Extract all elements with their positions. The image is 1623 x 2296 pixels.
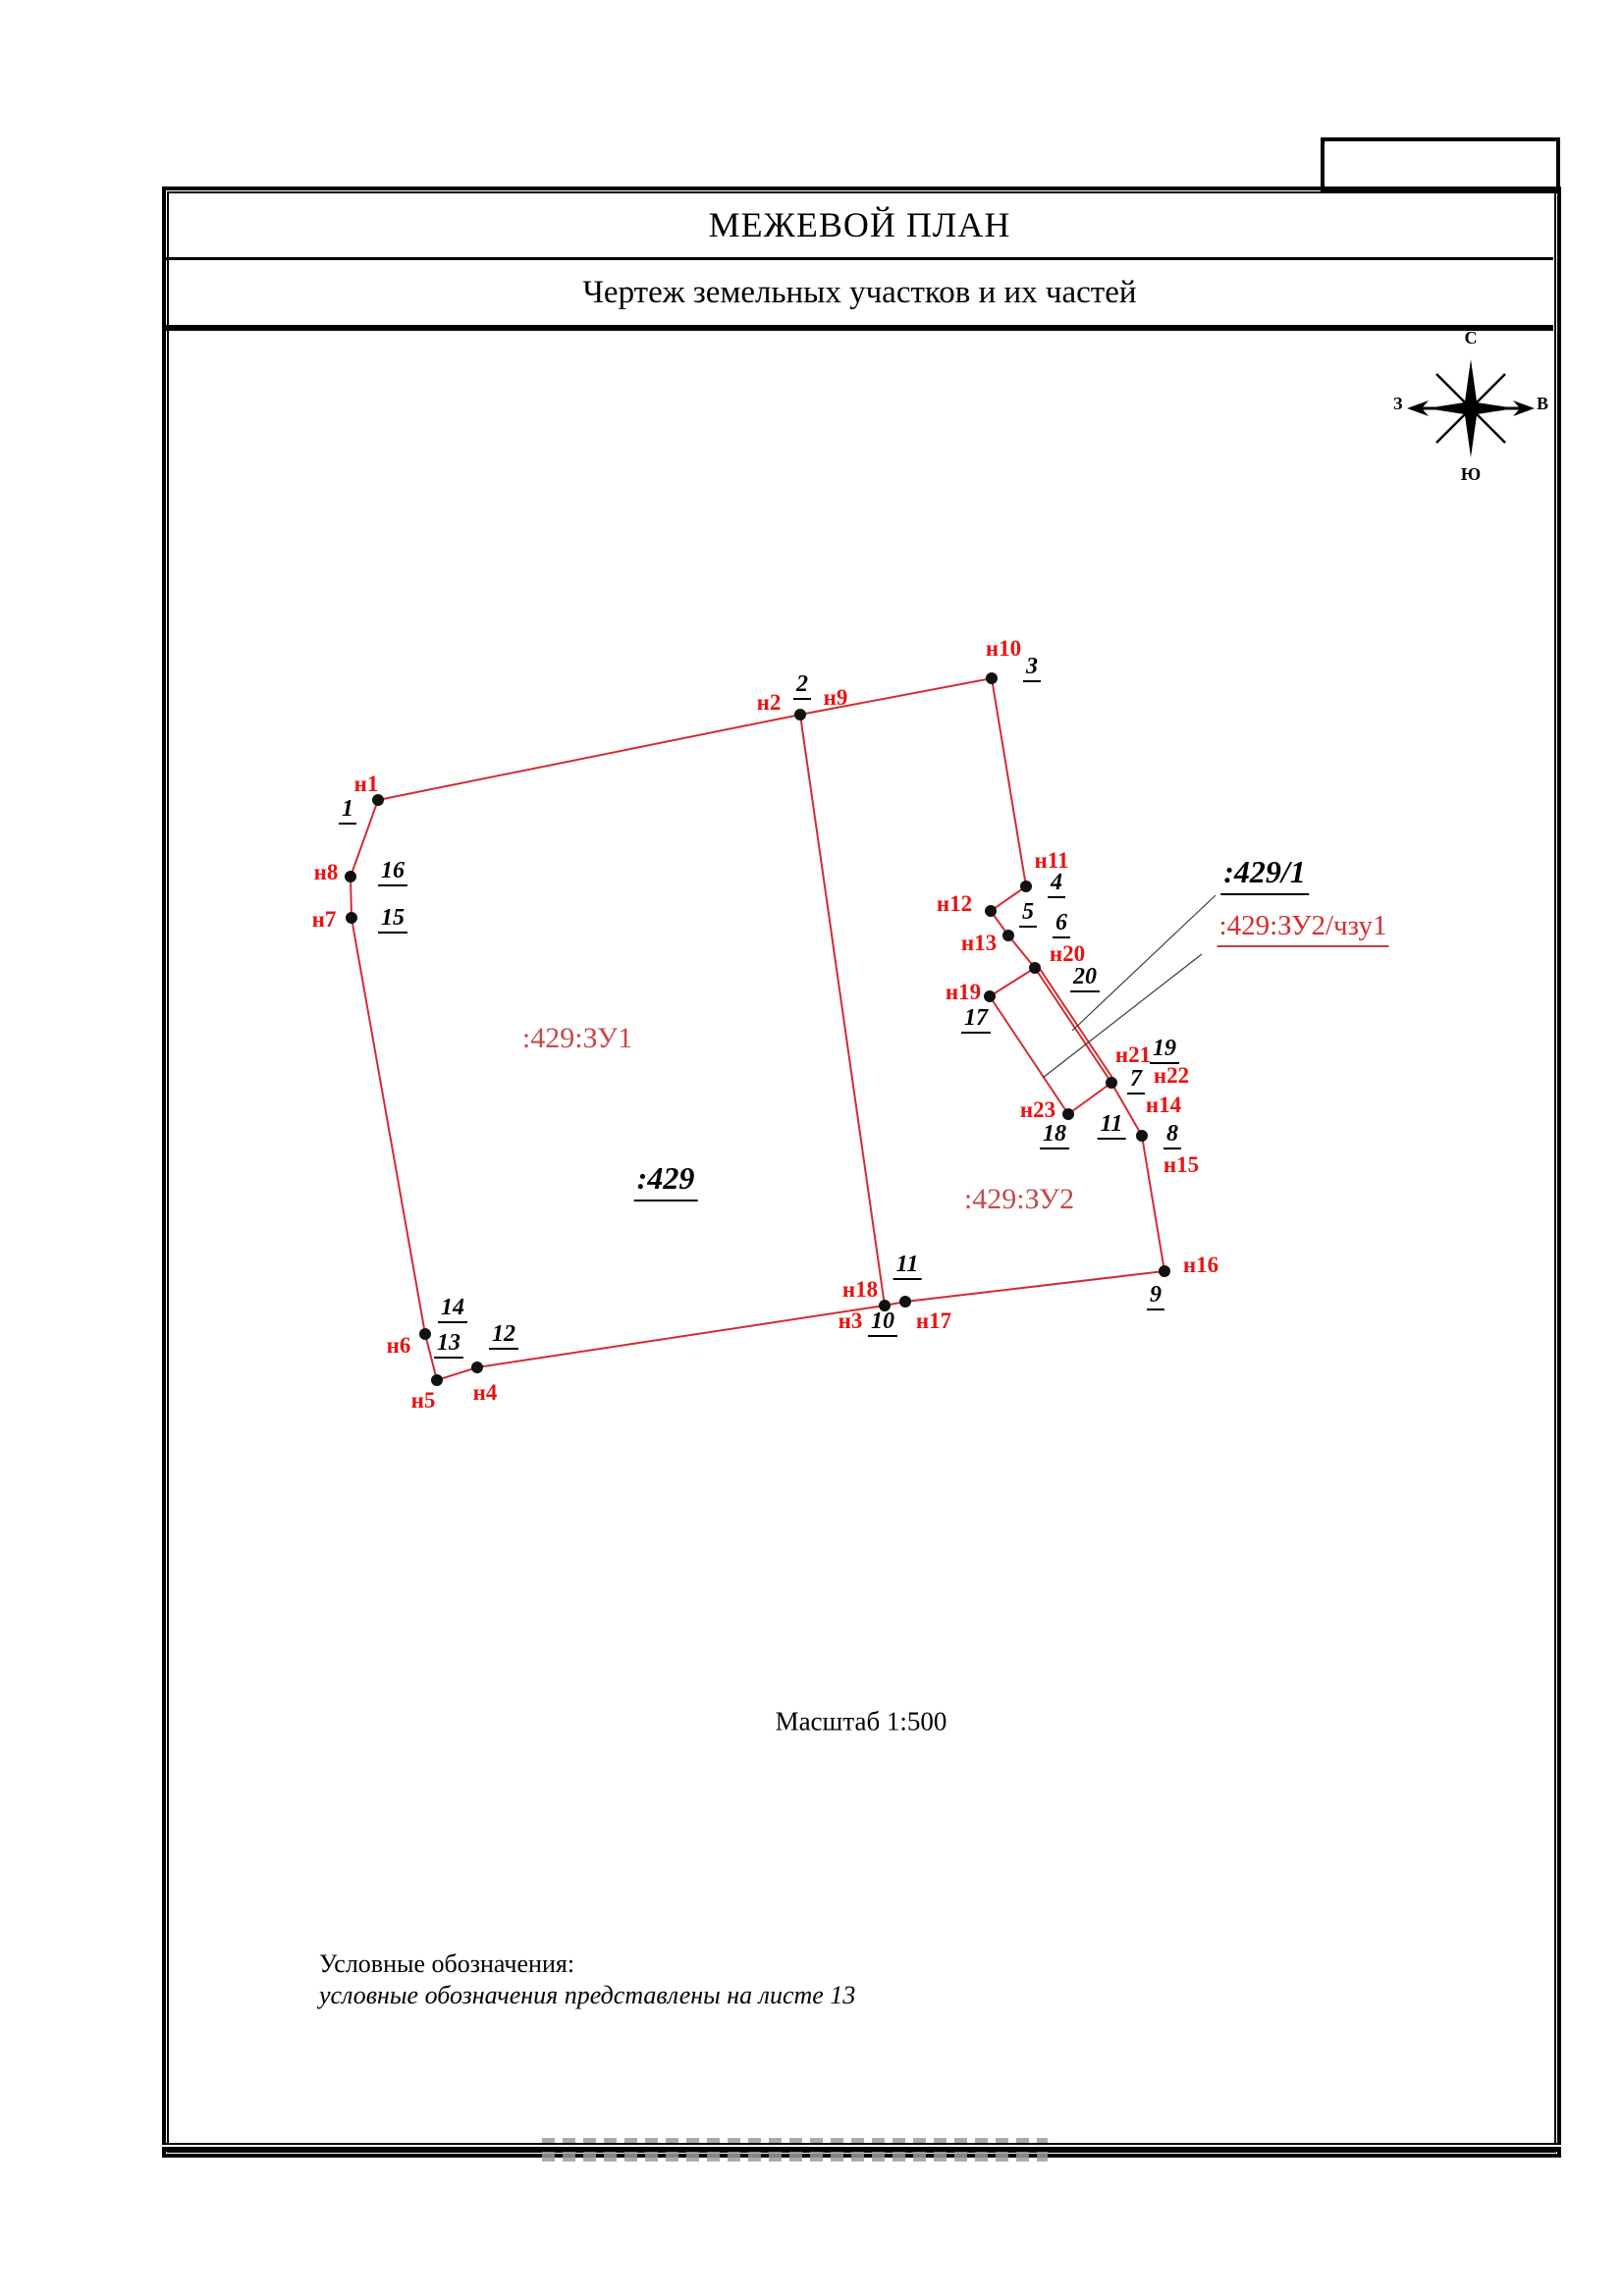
boundary-point-dot	[419, 1328, 431, 1340]
point-label-н21: н21	[1114, 1042, 1152, 1067]
point-number-label: 10	[868, 1309, 897, 1337]
boundary-point-dot	[794, 709, 806, 721]
point-label-н11: н11	[1034, 848, 1069, 873]
boundary-line	[351, 678, 1164, 1380]
point-number-label: 9	[1147, 1283, 1164, 1310]
legend-heading: Условные обозначения:	[319, 1949, 575, 1978]
point-number-label: 1	[339, 797, 356, 825]
boundary-point-dot	[984, 990, 996, 1002]
region-label: :429:ЗУ1	[521, 1022, 633, 1054]
point-number-label: 2	[793, 672, 811, 700]
compass-rose	[1393, 328, 1548, 484]
legend-note: условные обозначения представлены на листе 13	[319, 1981, 856, 2009]
point-number-label: 15	[378, 906, 407, 934]
region-label: :429/1	[1220, 854, 1309, 895]
boundary-point-dot	[345, 871, 356, 882]
region-label: :429	[634, 1160, 698, 1201]
point-number-label: 4	[1048, 871, 1065, 898]
document-title: МЕЖЕВОЙ ПЛАН	[166, 192, 1553, 260]
point-label-н4: н4	[472, 1380, 498, 1405]
boundary-point-dot	[986, 672, 998, 684]
point-label-н2: н2	[756, 690, 782, 715]
boundary-point-dot	[1020, 881, 1032, 892]
point-label-н22: н22	[1153, 1063, 1190, 1088]
point-label-н18: н18	[841, 1277, 879, 1302]
leader-line	[1072, 895, 1216, 1031]
boundary-point-dot	[899, 1296, 911, 1308]
point-label-н17: н17	[915, 1308, 952, 1333]
point-label-н8: н8	[313, 860, 339, 884]
point-label-н20: н20	[1049, 941, 1086, 966]
point-number-label: 13	[434, 1331, 463, 1359]
boundary-point-dot	[1002, 930, 1014, 941]
scale-label: Масштаб 1:500	[775, 1706, 947, 1736]
point-number-label: 17	[961, 1006, 991, 1034]
boundary-point-dot	[985, 905, 997, 917]
region-label: :429:ЗУ2/чзу1	[1217, 910, 1389, 947]
boundary-line	[800, 715, 885, 1306]
point-label-н10: н10	[985, 636, 1022, 661]
region-label: :429:ЗУ2	[963, 1183, 1075, 1215]
point-label-н7: н7	[311, 907, 337, 932]
compass-west-label: З	[1393, 393, 1403, 413]
compass-north-label: С	[1464, 328, 1478, 347]
point-number-label: 19	[1150, 1037, 1179, 1064]
boundary-point-dot	[1136, 1130, 1148, 1142]
compass-east-label: В	[1536, 393, 1548, 413]
boundary-point-dot	[346, 912, 357, 924]
point-number-label: 6	[1053, 911, 1070, 938]
point-number-label: 11	[893, 1253, 922, 1280]
compass-south-label: Ю	[1460, 464, 1482, 484]
point-label-н12: н12	[936, 891, 973, 916]
point-label-н13: н13	[960, 931, 998, 955]
boundary-point-dot	[1106, 1077, 1117, 1089]
boundary-point-dot	[1062, 1108, 1074, 1120]
point-number-label: 12	[489, 1322, 518, 1350]
point-label-н6: н6	[386, 1333, 411, 1358]
boundary-point-dot	[1159, 1265, 1170, 1277]
point-number-label: 8	[1163, 1122, 1181, 1149]
point-label-н3: н3	[838, 1308, 863, 1333]
boundary-point-dot	[1029, 962, 1041, 974]
point-label-н16: н16	[1182, 1253, 1219, 1277]
point-number-label: 14	[438, 1296, 467, 1323]
point-number-label: 5	[1019, 900, 1037, 928]
point-number-label: 16	[378, 859, 407, 886]
point-label-н19: н19	[945, 980, 982, 1004]
point-number-label: 20	[1070, 965, 1100, 992]
boundary-point-dot	[471, 1362, 483, 1373]
compass-star-icon	[1397, 332, 1544, 479]
point-number-label: 3	[1023, 655, 1041, 682]
point-label-н5: н5	[410, 1388, 436, 1413]
point-number-label: 18	[1040, 1122, 1069, 1149]
point-label-н23: н23	[1019, 1097, 1056, 1122]
boundary-point-dot	[431, 1374, 443, 1386]
point-label-н1: н1	[353, 772, 379, 796]
point-number-label: 11	[1098, 1112, 1126, 1140]
document-subtitle: Чертеж земельных участков и их частей	[166, 260, 1553, 331]
point-label-н14: н14	[1145, 1093, 1182, 1117]
frame-bottom-border	[162, 2141, 1561, 2154]
point-label-н9: н9	[823, 685, 848, 710]
point-label-н15: н15	[1163, 1152, 1200, 1177]
point-number-label: 7	[1127, 1067, 1145, 1095]
